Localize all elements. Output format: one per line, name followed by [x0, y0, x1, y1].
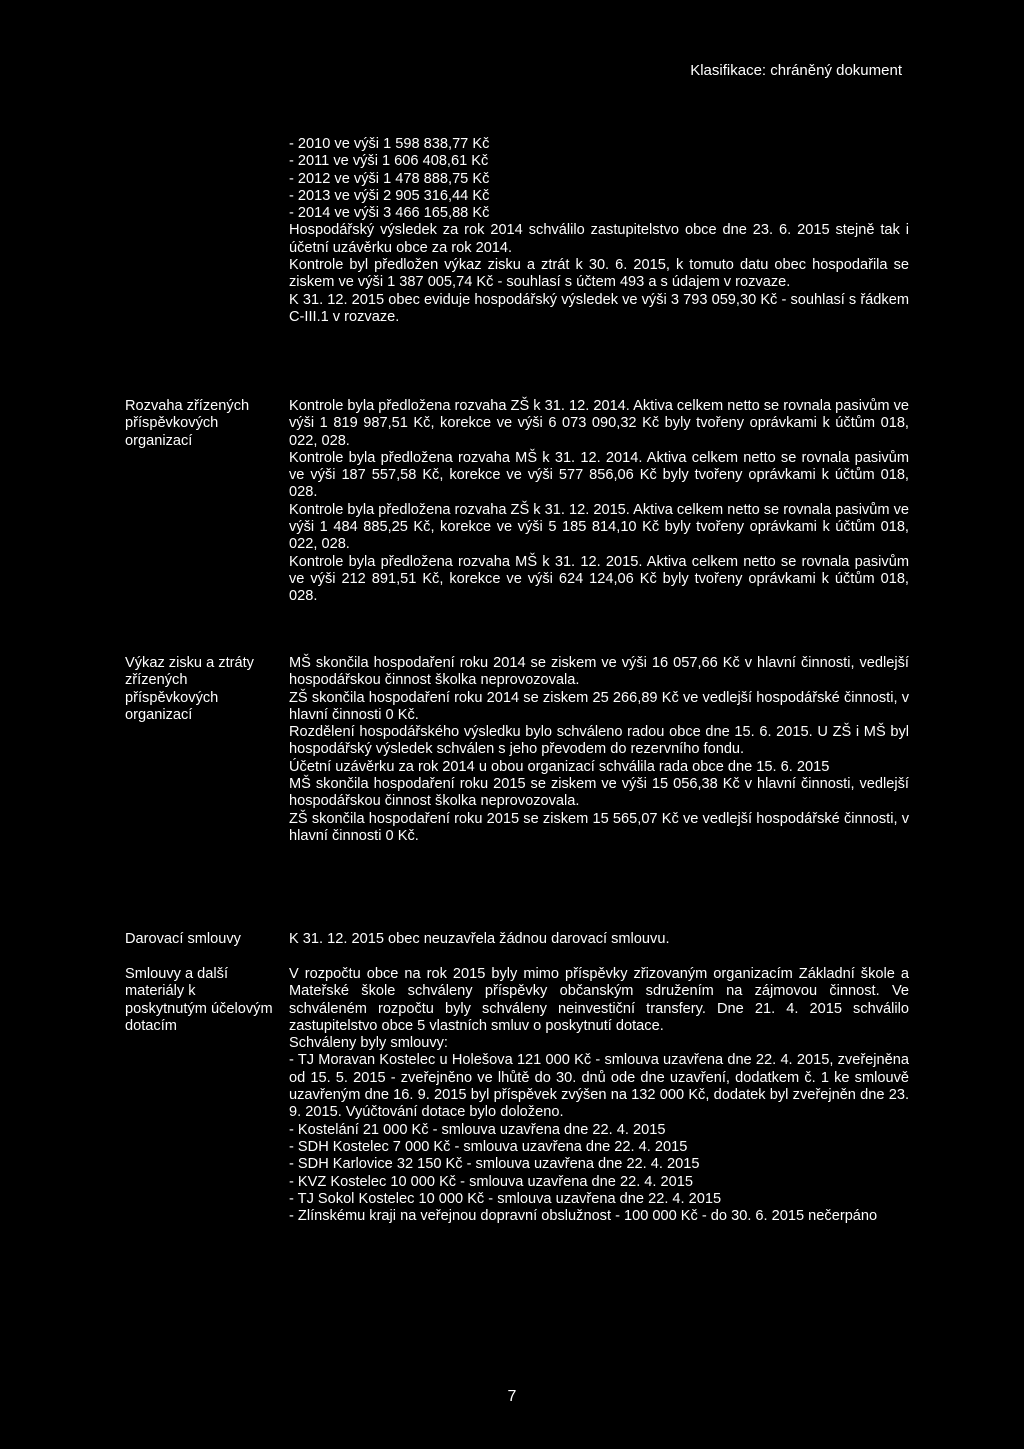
section-paragraph: Kontrole byla předložena rozvaha MŠ k 31. 12. 2014. Aktiva celkem netto se rovnala pasivům ve výši 187 557,58 Kč, korekce ve výši 577 856,06 Kč byly tvořeny oprávkami k účtům 018, 028. [289, 449, 909, 501]
section-label: Smlouvy a další materiály k poskytnutým účelovým dotacím [125, 966, 273, 1034]
section-paragraph: - KVZ Kostelec 10 000 Kč - smlouva uzavřena dne 22. 4. 2015 [289, 1173, 693, 1190]
section-paragraph: - Kostelání 21 000 Kč - smlouva uzavřena dne 22. 4. 2015 [289, 1121, 666, 1138]
section-paragraph: - TJ Moravan Kostelec u Holešova 121 000 Kč - smlouva uzavřena dne 22. 4. 2015, zveřejněna od 15. 5. 2015 - zveřejněno ve lhůtě do 30. dnů ode dne uzavření, dodatkem č. 1 ke smlouvě uzavřeným dne 16. 9. 2015 byl příspěvek zvýšen na 132 000 Kč, dodatek byl zveřejněn dne 23. 9. 2015. Vyúčtování dotace bylo doloženo. [289, 1052, 909, 1121]
section-paragraph: - Zlínskému kraji na veřejnou dopravní obslužnost - 100 000 Kč - do 30. 6. 2015 nečerpáno [289, 1208, 878, 1225]
section-paragraph: Kontrole byla předložena rozvaha ZŠ k 31. 12. 2015. Aktiva celkem netto se rovnala pasivům ve výši 1 484 885,25 Kč, korekce ve výši 5 185 814,10 Kč byly tvořeny oprávkami k účtům 018, 022, 028. [289, 501, 909, 553]
section-label: Darovací smlouvy [125, 931, 241, 947]
section-paragraph: - SDH Kostelec 7 000 Kč - smlouva uzavřena dne 22. 4. 2015 [289, 1138, 688, 1155]
intro-paragraph: Kontrole byl předložen výkaz zisku a ztrát k 30. 6. 2015, k tomuto datu obec hospodařila se ziskem ve výši 1 387 005,74 Kč - souhlasí s účtem 493 a s údajem v rozvaze. [289, 257, 909, 291]
section-paragraph: Rozdělení hospodářského výsledku bylo schváleno radou obce dne 15. 6. 2015. U ZŠ i MŠ byl hospodářský výsledek schválen s jeho převodem do rezervního fondu. [289, 724, 909, 758]
section-paragraph: Schváleny byly smlouvy: [289, 1035, 448, 1052]
section-paragraph: ZŠ skončila hospodaření roku 2015 se ziskem 15 565,07 Kč ve vedlejší hospodářské činnosti, v hlavní činnosti 0 Kč. [289, 810, 909, 844]
intro-line: - 2014 ve výši 3 466 165,88 Kč [289, 205, 490, 222]
intro-line: - 2010 ve výši 1 598 838,77 Kč [289, 136, 490, 152]
page-number: 7 [507, 1388, 517, 1405]
section-body [289, 655, 909, 845]
section-paragraph: MŠ skončila hospodaření roku 2015 se ziskem ve výši 15 056,38 Kč v hlavní činnosti, vedlejší hospodářskou činnost školka neprovozovala. [289, 776, 909, 810]
section-paragraph: V rozpočtu obce na rok 2015 byly mimo příspěvky zřizovaným organizacím Základní škole a Mateřské škole schváleny příspěvky občanským sdružením na zájmovou činnost. Ve schváleném rozpočtu byly schváleny neinvestiční transfery. Dne 21. 4. 2015 schválilo zastupitelstvo obce 5 vlastních smluv o poskytnutí dotace. [289, 966, 909, 1034]
section-paragraph: Kontrole byla předložena rozvaha MŠ k 31. 12. 2015. Aktiva celkem netto se rovnala pasivům ve výši 212 891,51 Kč, korekce ve výši 624 124,06 Kč byly tvořeny oprávkami k účtům 018, 028. [289, 553, 909, 605]
intro-line: - 2011 ve výši 1 606 408,61 Kč [289, 153, 489, 170]
section-paragraph: - TJ Sokol Kostelec 10 000 Kč - smlouva uzavřena dne 22. 4. 2015 [289, 1190, 722, 1207]
section-body [289, 398, 909, 606]
intro-line: - 2013 ve výši 2 905 316,44 Kč [289, 187, 490, 204]
intro-block [289, 136, 909, 326]
section-body [289, 931, 909, 948]
section-paragraph: Účetní uzávěrku za rok 2014 u obou organizací schválila rada obce dne 15. 6. 2015 [289, 758, 830, 775]
intro-paragraph: Hospodářský výsledek za rok 2014 schválilo zastupitelstvo obce dne 23. 6. 2015 stejně tak i účetní uzávěrku obce za rok 2014. [289, 222, 909, 256]
classification-header: Klasifikace: chráněný dokument [690, 62, 902, 79]
section-paragraph: ZŠ skončila hospodaření roku 2014 se ziskem 25 266,89 Kč ve vedlejší hospodářské činnosti, v hlavní činnosti 0 Kč. [289, 689, 909, 723]
section-paragraph: - SDH Karlovice 32 150 Kč - smlouva uzavřena dne 22. 4. 2015 [289, 1156, 700, 1173]
intro-line: - 2012 ve výši 1 478 888,75 Kč [289, 170, 490, 187]
section-paragraph: MŠ skončila hospodaření roku 2014 se ziskem ve výši 16 057,66 Kč v hlavní činnosti, vedlejší hospodářskou činnost školka neprovozovala. [289, 655, 909, 689]
section-paragraph: K 31. 12. 2015 obec neuzavřela žádnou darovací smlouvu. [289, 931, 670, 947]
section-label: Rozvaha zřízených příspěvkových organizací [125, 398, 250, 449]
section-paragraph: Kontrole byla předložena rozvaha ZŠ k 31. 12. 2014. Aktiva celkem netto se rovnala pasivům ve výši 1 819 987,51 Kč, korekce ve výši 6 073 090,32 Kč byly tvořeny oprávkami k účtům 018, 022, 028. [289, 398, 909, 449]
section-body [289, 966, 909, 1225]
section-label: Výkaz zisku a ztráty zřízených příspěvkových organizací [125, 655, 254, 723]
intro-paragraph: K 31. 12. 2015 obec eviduje hospodářský výsledek ve výši 3 793 059,30 Kč - souhlasí s řádkem C-III.1 v rozvaze. [289, 291, 909, 325]
